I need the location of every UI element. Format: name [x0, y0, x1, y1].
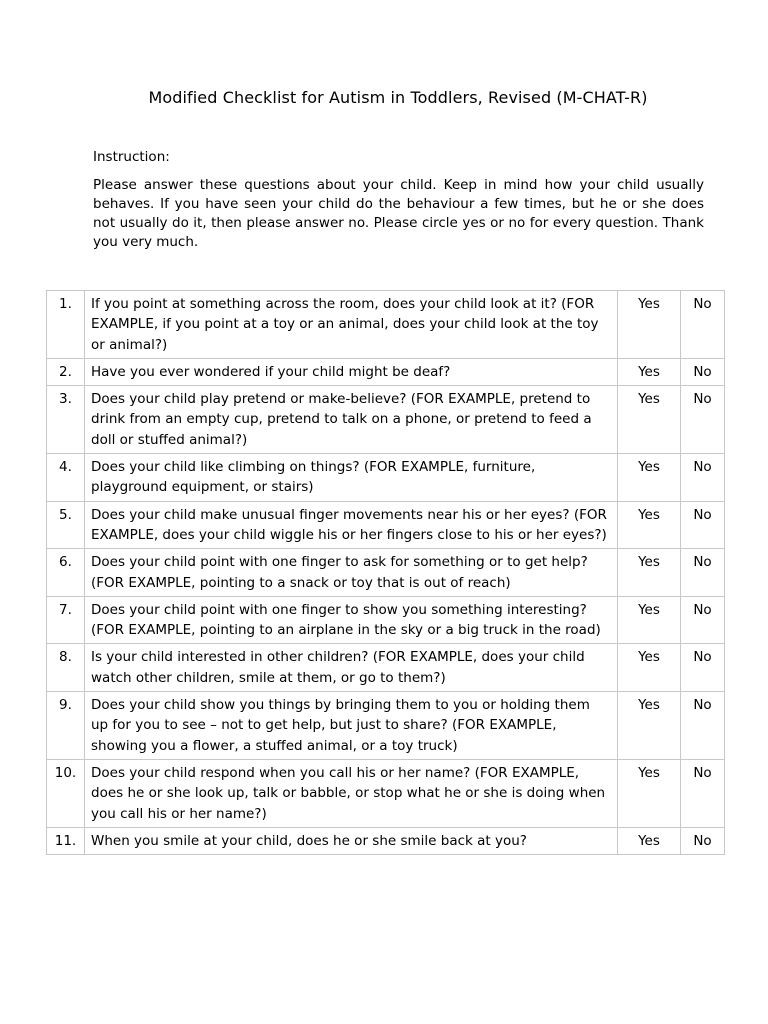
question-number: 8.	[47, 644, 85, 692]
question-text: Does your child point with one finger to show you something interesting? (FOR EXAMPLE, pointing to an airplane in the sky or a big truck in the road)	[85, 596, 618, 644]
answer-no[interactable]: No	[681, 692, 725, 760]
question-text: When you smile at your child, does he or she smile back at you?	[85, 827, 618, 854]
question-number: 9.	[47, 692, 85, 760]
question-text: Does your child like climbing on things? (FOR EXAMPLE, furniture, playground equipment, or stairs)	[85, 454, 618, 502]
question-row	[47, 549, 725, 597]
question-number: 1.	[47, 291, 85, 359]
question-text: Does your child make unusual finger movements near his or her eyes? (FOR EXAMPLE, does your child wiggle his or her fingers close to his or her eyes?)	[85, 501, 618, 549]
question-row	[47, 358, 725, 385]
answer-yes[interactable]: Yes	[618, 454, 681, 502]
question-text: Does your child show you things by bringing them to you or holding them up for you to see – not to get help, but just to share? (FOR EXAMPLE, showing you a flower, a stuffed animal, or a toy truck)	[85, 692, 618, 760]
question-number: 10.	[47, 759, 85, 827]
question-number: 6.	[47, 549, 85, 597]
answer-no[interactable]: No	[681, 759, 725, 827]
question-text: Is your child interested in other children? (FOR EXAMPLE, does your child watch other children, smile at them, or go to them?)	[85, 644, 618, 692]
instruction-text: Please answer these questions about your child. Keep in mind how your child usually behaves. If you have seen your child do the behaviour a few times, but he or she does not usually do it, then please answer no. Please circle yes or no for every question. Thank you very much.	[93, 177, 704, 250]
answer-no[interactable]: No	[681, 291, 725, 359]
answer-yes[interactable]: Yes	[618, 644, 681, 692]
question-number: 3.	[47, 386, 85, 454]
question-row	[47, 454, 725, 502]
question-row	[47, 759, 725, 827]
answer-yes[interactable]: Yes	[618, 827, 681, 854]
questions-table	[46, 290, 725, 855]
answer-no[interactable]: No	[681, 358, 725, 385]
question-number: 7.	[47, 596, 85, 644]
answer-yes[interactable]: Yes	[618, 501, 681, 549]
answer-yes[interactable]: Yes	[618, 386, 681, 454]
question-row	[47, 644, 725, 692]
answer-yes[interactable]: Yes	[618, 692, 681, 760]
question-number: 4.	[47, 454, 85, 502]
question-row	[47, 501, 725, 549]
answer-no[interactable]: No	[681, 386, 725, 454]
question-row	[47, 291, 725, 359]
answer-no[interactable]: No	[681, 549, 725, 597]
answer-yes[interactable]: Yes	[618, 358, 681, 385]
question-row	[47, 386, 725, 454]
answer-yes[interactable]: Yes	[618, 549, 681, 597]
answer-yes[interactable]: Yes	[618, 291, 681, 359]
instruction-label: Instruction:	[93, 149, 170, 165]
page-title: Modified Checklist for Autism in Toddlers, Revised (M-CHAT-R)	[148, 88, 648, 107]
answer-yes[interactable]: Yes	[618, 759, 681, 827]
question-number: 11.	[47, 827, 85, 854]
question-text: Does your child respond when you call his or her name? (FOR EXAMPLE, does he or she look up, talk or babble, or stop what he or she is doing when you call his or her name?)	[85, 759, 618, 827]
question-text: Does your child play pretend or make-believe? (FOR EXAMPLE, pretend to drink from an empty cup, pretend to talk on a phone, or pretend to feed a doll or stuffed animal?)	[85, 386, 618, 454]
question-row	[47, 596, 725, 644]
answer-no[interactable]: No	[681, 644, 725, 692]
answer-no[interactable]: No	[681, 596, 725, 644]
question-number: 5.	[47, 501, 85, 549]
question-number: 2.	[47, 358, 85, 385]
question-text: If you point at something across the room, does your child look at it? (FOR EXAMPLE, if you point at a toy or an animal, does your child look at the toy or animal?)	[85, 291, 618, 359]
question-text: Have you ever wondered if your child might be deaf?	[85, 358, 618, 385]
answer-no[interactable]: No	[681, 827, 725, 854]
question-text: Does your child point with one finger to ask for something or to get help? (FOR EXAMPLE, pointing to a snack or toy that is out of reach)	[85, 549, 618, 597]
question-row	[47, 692, 725, 760]
answer-yes[interactable]: Yes	[618, 596, 681, 644]
question-rows	[47, 291, 725, 855]
answer-no[interactable]: No	[681, 501, 725, 549]
question-row	[47, 827, 725, 854]
answer-no[interactable]: No	[681, 454, 725, 502]
